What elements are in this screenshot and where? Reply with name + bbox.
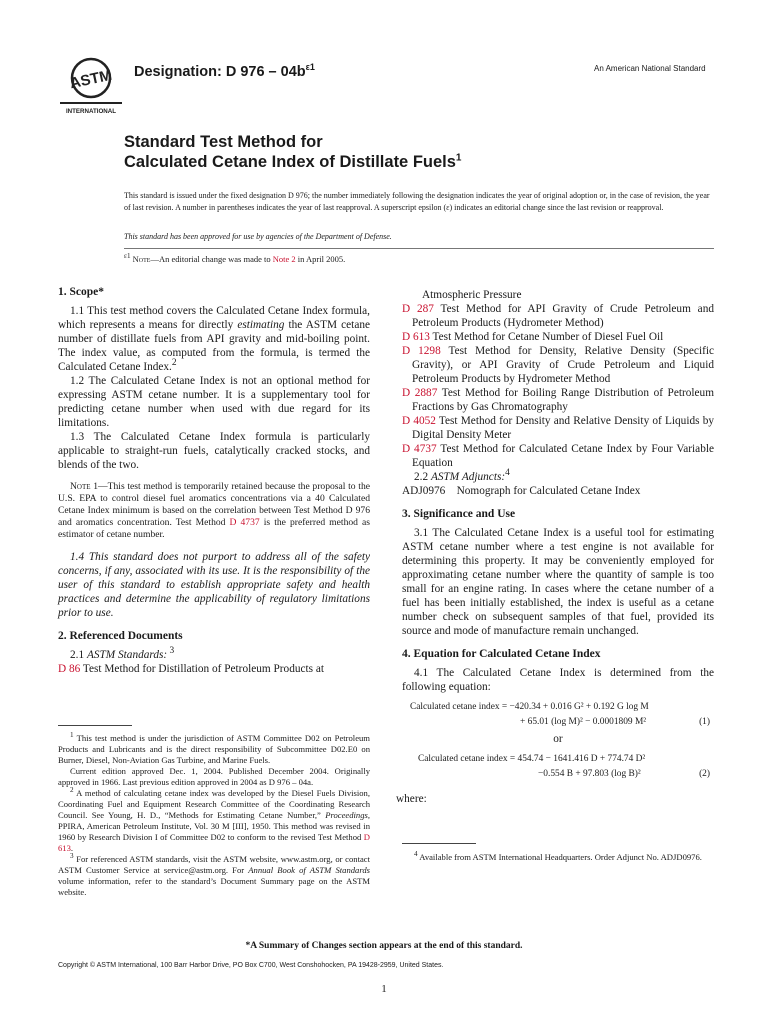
paragraph-1-3: 1.3 The Calculated Cetane Index formula is particularly applicable to straight-run fuels, catalytically cracked stocks, and blends of the two.	[58, 431, 370, 471]
d2887-link[interactable]: D 2887	[402, 387, 438, 399]
d613-link[interactable]: D 613	[402, 331, 430, 343]
left-column	[58, 285, 370, 676]
where-label: where:	[396, 793, 427, 805]
footnote-1b: Current edition approved Dec. 1, 2004. Published December 2004. Originally approved in 1966. Last previous edition approved in 2004 as D 976 – 04a.	[58, 766, 370, 787]
note-2-link[interactable]: Note 2	[272, 254, 296, 264]
ref-d4737: D 4737 Test Method for Calculated Cetane Index by Four Variable Equation	[402, 443, 714, 469]
section-heading-scope: 1. Scope*	[58, 286, 104, 298]
footnote-1: $^1$ This test method is under the jurisdiction of ASTM Committee D02 on Petroleum Products and Lubricants and is the direct responsibility of Subcommittee D02.E0 on Burner, Diesel, Non-Aviation Gas Turbine, and Marine Fuels.	[58, 731, 370, 765]
footnote-2: $^2$ A method of calculating cetane index was developed by the Diesel Fuels Division, Coordinating Fuel and Equipment Research Committee of the Coordinating Research Council. See Young, H. D., “Methods for Estimating Cetane Number,” Proceedings, PPIRA, American Petroleum Institute, Vol. 30 M [III], 1950. This method was revised in 1960 by Research Division I of Committee D02 to conform to the revised Test Method D 613.	[58, 786, 370, 853]
astm-standards-subheading: 2.1 ASTM Standards: $^3$	[70, 646, 175, 661]
copyright: Copyright © ASTM International, 100 Barr Harbor Drive, PO Box C700, West Conshohocken, PA 19428-2959, United States.	[58, 962, 444, 969]
d1298-link[interactable]: D 1298	[402, 345, 441, 357]
footnote-divider	[58, 725, 132, 726]
ref-d2887: D 2887 Test Method for Boiling Range Distribution of Petroleum Fractions by Gas Chromatography	[402, 387, 714, 413]
ref-d4052: D 4052 Test Method for Density and Relative Density of Liquids by Digital Density Meter	[402, 415, 714, 441]
paragraph-1-4: 1.4 This standard does not purport to address all of the safety concerns, if any, associated with its use. It is the responsibility of the user of this standard to establish appropriate safety and health practices and determine the applicability of regulatory limitations prior to use.	[58, 551, 370, 619]
paragraph-4-1: 4.1 The Calculated Cetane Index is determined from the following equation:	[402, 667, 714, 693]
ref-d86-cont: Atmospheric Pressure	[422, 289, 522, 301]
equation-1: Calculated cetane index = −420.34 + 0.016 G² + 0.192 G log M + 65.01 (log M)² − 0.0001809 M² (1)	[410, 702, 710, 727]
footnote-4-block	[402, 852, 714, 863]
divider	[124, 248, 714, 249]
d86-link[interactable]: D 86	[58, 663, 81, 675]
footnote-divider-right	[402, 843, 476, 844]
right-column	[396, 288, 714, 806]
editorial-note: $^{\varepsilon 1}$ Note—An editorial change was made to Note 2 in April 2005.	[124, 252, 346, 264]
section-heading-referenced: 2. Referenced Documents	[58, 630, 183, 642]
d613-footnote-link[interactable]: D 613	[58, 832, 370, 853]
designation: Designation: D $976 - 04b^{\varepsilon 1}$	[134, 62, 315, 80]
ref-d86: D 86 Test Method for Distillation of Petroleum Products at	[58, 663, 325, 675]
d4737-ref-link[interactable]: D 4737	[402, 443, 437, 455]
national-standard-label: An American National Standard	[594, 64, 706, 73]
standard-intro: This standard is issued under the fixed designation D 976; the number immediately following the designation indicates the year of original adoption or, in the case of revision, the year of last revision. A number in parentheses indicates the year of last reapproval. A superscript epsilon (ε) indicates an editorial change since the last revision or reapproval.	[124, 191, 710, 212]
summary-of-changes-note: *A Summary of Changes section appears at the end of this standard.	[245, 941, 523, 951]
astm-adjuncts-subheading: 2.2 ASTM Adjuncts:$^4$	[414, 468, 510, 483]
d4737-link[interactable]: D 4737	[229, 517, 260, 528]
svg-text:INTERNATIONAL: INTERNATIONAL	[65, 108, 117, 115]
ref-d287: D 287 Test Method for API Gravity of Crude Petroleum and Petroleum Products (Hydrometer Method)	[402, 303, 714, 329]
paragraph-3-1: 3.1 The Calculated Cetane Index is a useful tool for estimating ASTM cetane number where a test engine is not available for determining this property. It may be conveniently employed for approximating cetane number where the quantity of sample is too small for an engine rating. In cases where the cetane number of a fuel has been initially established, the index is useful as a cetane number check on subsequent samples of that fuel, provided its source and mode of manufacture remain unchanged.	[402, 527, 714, 637]
d287-link[interactable]: D 287	[402, 303, 434, 315]
svg-text:ASTM: ASTM	[68, 66, 114, 93]
ref-d613: D 613 Test Method for Cetane Number of Diesel Fuel Oil	[402, 331, 664, 343]
section-heading-significance: 3. Significance and Use	[402, 508, 516, 520]
paragraph-1-2: 1.2 The Calculated Cetane Index is not an optional method for expressing ASTM cetane number. It is a supplementary tool for predicting cetane number when used with due regard for its limitations.	[58, 375, 370, 429]
page-title: Standard Test Method for Calculated Cetane Index of Distillate Fuels$^1$	[124, 133, 462, 171]
section-heading-equation: 4. Equation for Calculated Cetane Index	[402, 648, 601, 660]
paragraph-1-1: 1.1 This test method covers the Calculated Cetane Index formula, which represents a means for directly estimating the ASTM cetane number of distillate fuels from API gravity and mid-boiling point. The index value, as computed from the formula, is termed the Calculated Cetane Index.$^2$	[58, 305, 370, 373]
astm-logo	[58, 52, 124, 118]
note-1: Note 1—This test method is temporarily retained because the proposal to the U.S. EPA to control diesel fuel aromatics concentrations via a 40 Calculated Cetane Index minimum is based on the correlation between Test Method D 976 and aromatics concentration. Test Method D 4737 is the preferred method as estimator of cetane number.	[58, 481, 370, 540]
or-label: or	[553, 733, 563, 745]
footnote-4: $^4$ Available from ASTM International Headquarters. Order Adjunct No. ADJD0976.	[414, 850, 702, 862]
footnotes	[58, 733, 370, 898]
dod-approval: This standard has been approved for use by agencies of the Department of Defense.	[124, 232, 392, 241]
footnote-3: $^3$ For referenced ASTM standards, visit the ASTM website, www.astm.org, or contact ASTM Customer Service at service@astm.org. For Annual Book of ASTM Standards volume information, refer to the standard’s Document Summary page on the ASTM website.	[58, 852, 370, 897]
ref-d1298: D 1298 Test Method for Density, Relative Density (Specific Gravity), or API Gravity of Crude Petroleum and Liquid Petroleum Products by Hydrometer Method	[402, 345, 714, 385]
equation-2: Calculated cetane index = 454.74 − 1641.416 D + 774.74 D² −0.554 B + 97.803 (log B)² (2)	[418, 754, 710, 779]
page-number: 1	[381, 983, 387, 995]
adjunct-item: ADJ0976 Nomograph for Calculated Cetane Index	[402, 485, 641, 497]
d4052-link[interactable]: D 4052	[402, 415, 436, 427]
